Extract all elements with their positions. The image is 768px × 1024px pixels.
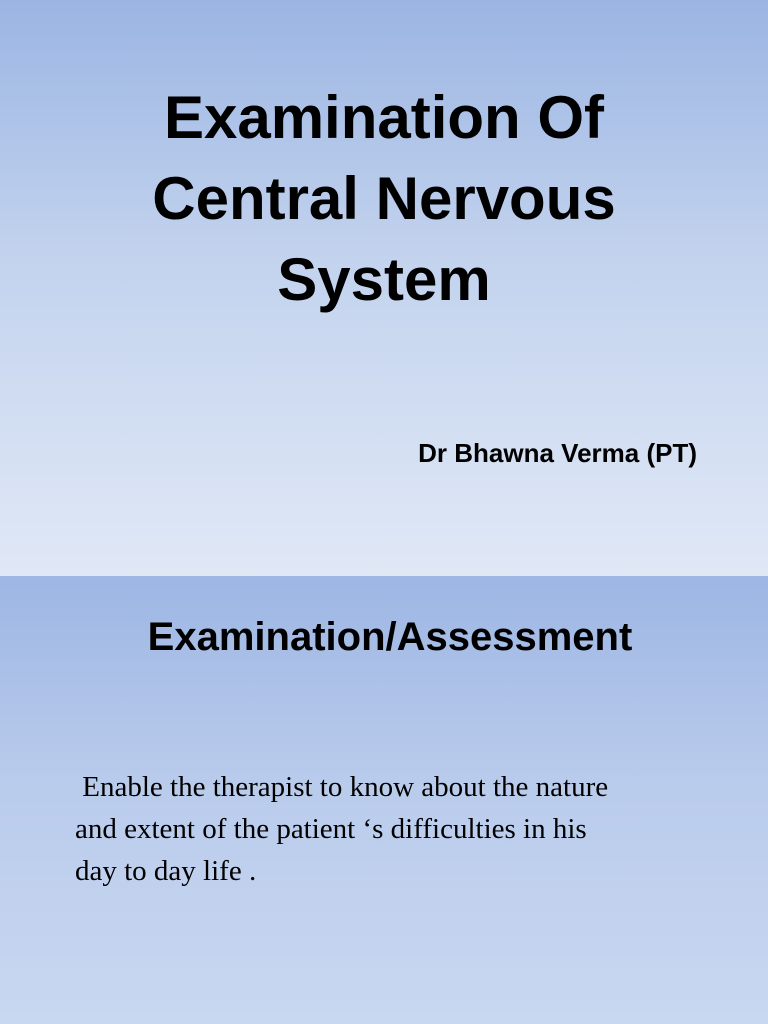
author-subtitle: Dr Bhawna Verma (PT) — [418, 438, 697, 468]
slide-title — [40, 77, 728, 320]
slide-body-text — [75, 766, 735, 892]
slide-title-line: System — [277, 246, 491, 313]
content-slide — [0, 576, 768, 1024]
body-line: Enable the therapist to know about the nature — [75, 771, 609, 803]
body-line: and extent of the patient ‘s difficulties in his — [75, 813, 587, 845]
body-line: day to day life . — [75, 855, 257, 887]
slide-title-line: Examination Of — [163, 84, 605, 151]
slide-heading: Examination/Assessment — [147, 615, 633, 659]
slide-title-line: Central Nervous — [152, 165, 616, 232]
